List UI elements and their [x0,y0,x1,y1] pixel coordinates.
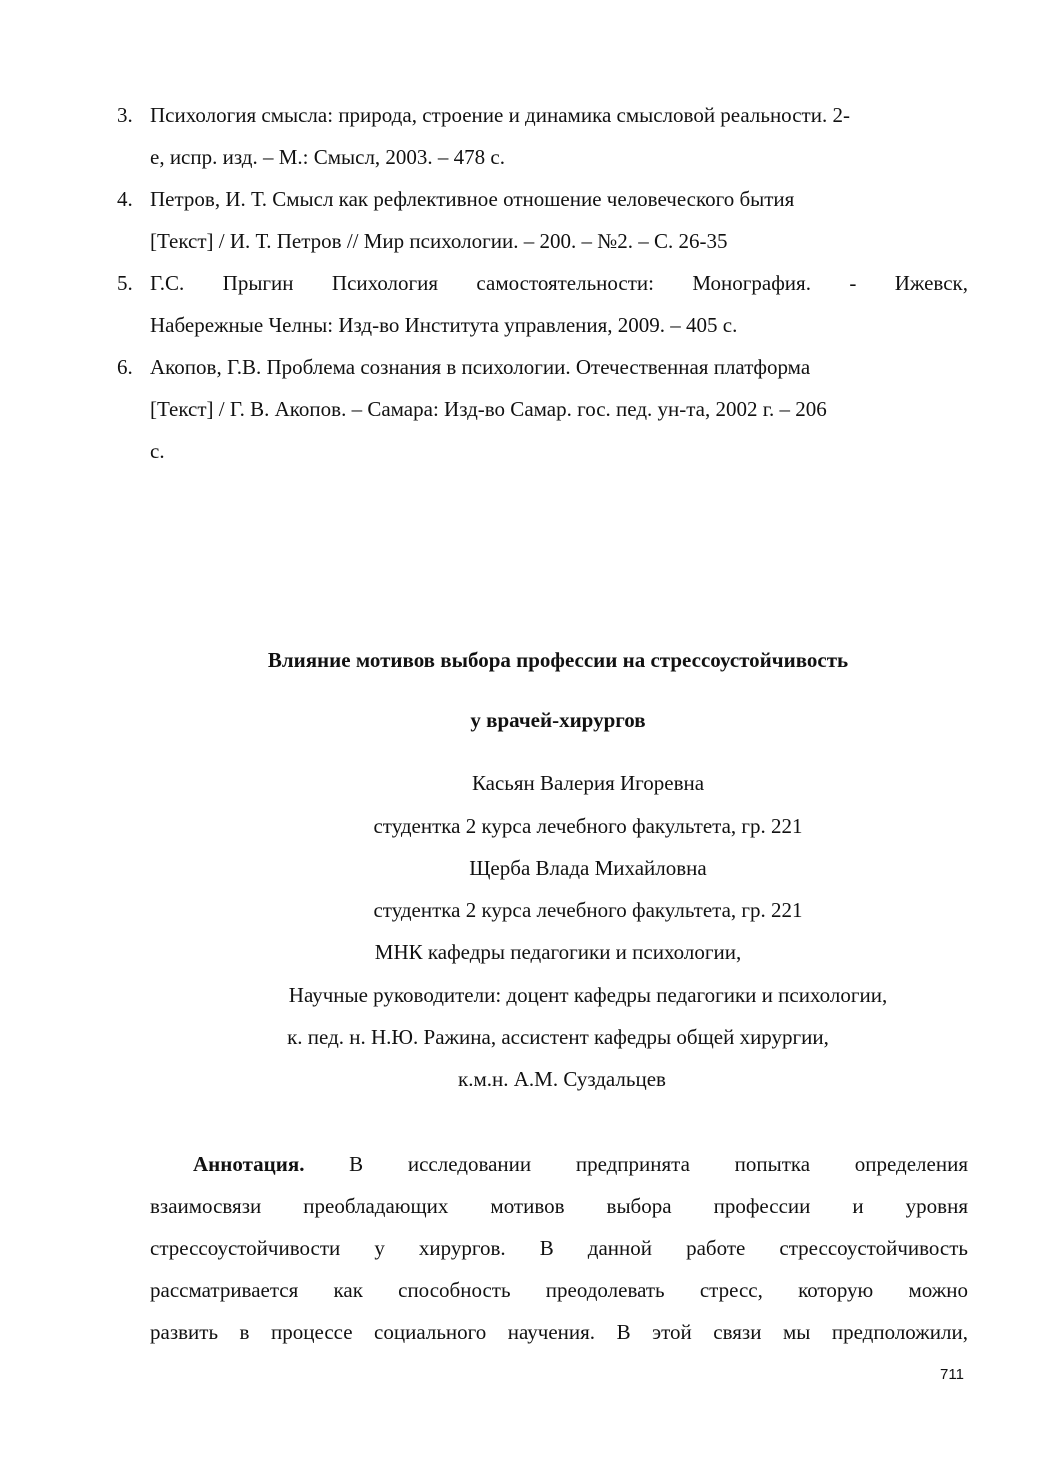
abstract-line [150,1143,968,1185]
reference-line: е, испр. изд. – М.: Смысл, 2003. – 478 с. [150,145,505,169]
reference-item [117,262,968,346]
author-affiliation: студентка 2 курса лечебного факультета, гр. 221 [373,814,803,838]
abstract-label: Аннотация. [193,1152,305,1176]
article-title-line-1: Влияние мотивов выбора профессии на стрессоустойчивость [267,648,849,672]
reference-line: [Текст] / И. Т. Петров // Мир психологии. – 200. – №2. – С. 26-35 [150,229,728,253]
reference-line: Г.С. Прыгин Психология самостоятельности: Монография. - Ижевск, [150,271,968,295]
abstract-line: рассматривается как способность преодолевать стресс, которую можно [150,1278,968,1302]
reference-line: Петров, И. Т. Смысл как рефлективное отношение человеческого бытия [150,187,795,211]
supervisors-line: к. пед. н. Н.Ю. Ражина, ассистент кафедры общей хирургии, [287,1025,829,1049]
reference-item [117,178,968,262]
supervisors-line: к.м.н. А.М. Суздальцев [458,1067,666,1091]
reference-line: Психология смысла: природа, строение и динамика смысловой реальности. 2- [150,103,850,127]
reference-list [117,94,968,472]
reference-number: 3. [117,103,133,127]
reference-line: [Текст] / Г. В. Акопов. – Самара: Изд-во Самар. гос. пед. ун-та, 2002 г. – 206 [150,397,827,421]
student-society: МНК кафедры педагогики и психологии, [374,940,742,964]
reference-line: Акопов, Г.В. Проблема сознания в психологии. Отечественная платформа [150,355,811,379]
supervisors-line: Научные руководители: доцент кафедры педагогики и психологии, [288,983,888,1007]
reference-number: 4. [117,187,133,211]
author-name: Щерба Влада Михайловна [469,856,707,880]
author-name: Касьян Валерия Игоревна [471,771,705,795]
article-title-line-2: у врачей-хирургов [470,708,646,732]
reference-item [117,346,968,472]
abstract-line: стрессоустойчивости у хирургов. В данной работе стрессоустойчивость [150,1236,968,1260]
page-number: 711 [940,1366,964,1383]
abstract-text: В исследовании предпринята попытка определения [304,1152,968,1176]
reference-item [117,94,968,178]
reference-number: 6. [117,355,133,379]
reference-line: Набережные Челны: Изд-во Института управления, 2009. – 405 с. [150,313,738,337]
abstract-line: взаимосвязи преобладающих мотивов выбора профессии и уровня [150,1194,968,1218]
reference-line: с. [150,439,165,463]
reference-number: 5. [117,271,133,295]
abstract-line: развить в процессе социального научения. В этой связи мы предположили, [150,1320,968,1344]
abstract [150,1143,968,1353]
author-affiliation: студентка 2 курса лечебного факультета, гр. 221 [373,898,803,922]
